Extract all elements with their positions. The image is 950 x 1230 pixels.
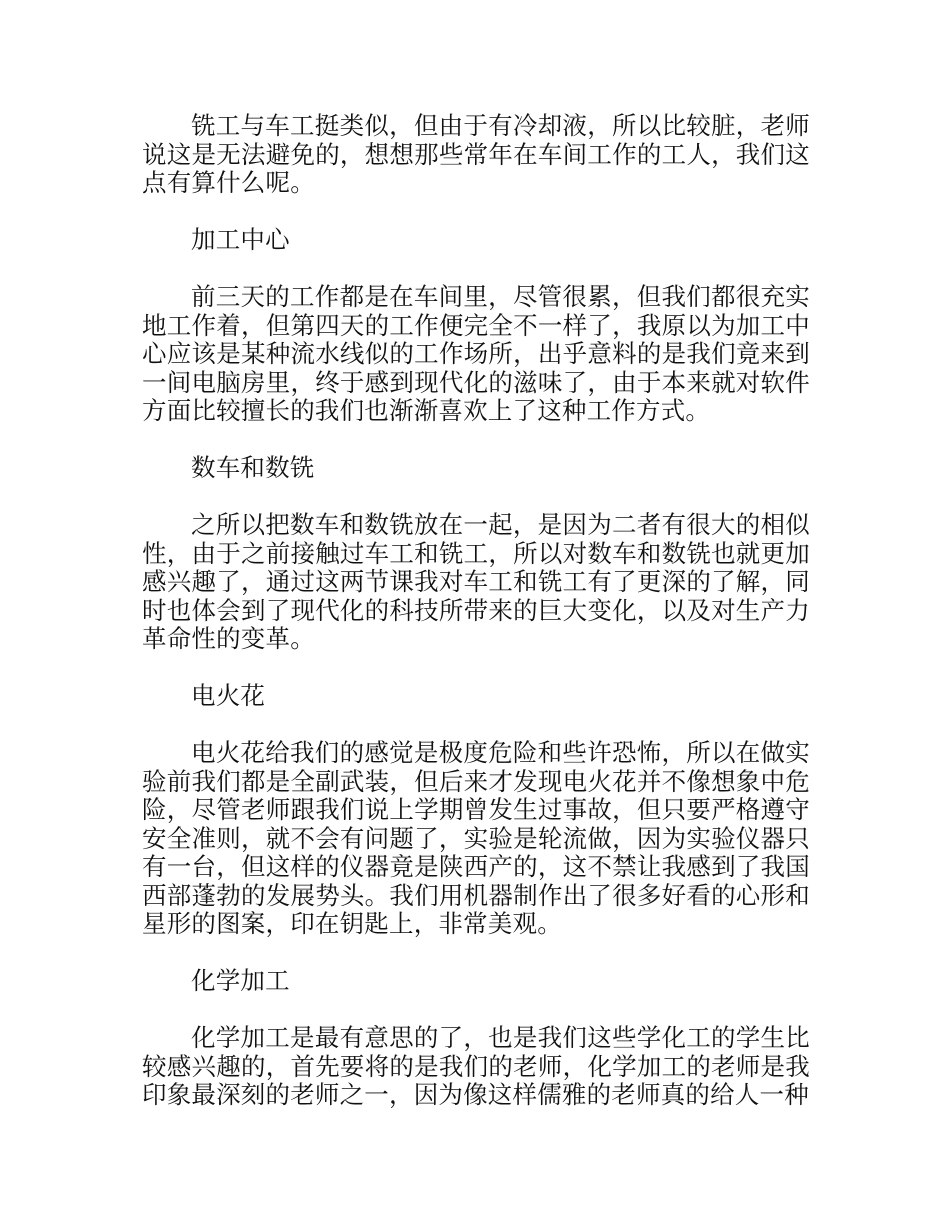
document-body: [142, 112, 810, 1138]
section-heading-cnc: 数车和数铣: [191, 453, 315, 482]
section-heading-machining-center: 加工中心: [191, 225, 290, 254]
paragraph-edm: 电火花给我们的感觉是极度危险和些许恐怖，所以在做实验前我们都是全副武装，但后来才发现电火花并不像想象中危险，尽管老师跟我们说上学期曾发生过事故，但只要严格遵守安全准则，就不会有问题了，实验是轮流做，因为实验仪器只有一台，但这样的仪器竟是陕西产的，这不禁让我感到了我国西部蓬勃的发展势头。我们用机器制作出了很多好看的心形和星形的图案，印在钥匙上，非常美观。: [142, 738, 810, 938]
paragraph-machining-center: 前三天的工作都是在车间里，尽管很累，但我们都很充实地工作着，但第四天的工作便完全不一样了，我原以为加工中心应该是某种流水线似的工作场所，出乎意料的是我们竟来到一间电脑房里，终于感到现代化的滋味了，由于本来就对软件方面比较擅长的我们也渐渐喜欢上了这种工作方式。: [142, 282, 810, 425]
paragraph-cnc: 之所以把数车和数铣放在一起，是因为二者有很大的相似性，由于之前接触过车工和铣工，所以对数车和数铣也就更加感兴趣了，通过这两节课我对车工和铣工有了更深的了解，同时也体会到了现代化的科技所带来的巨大变化，以及对生产力革命性的变革。: [142, 510, 810, 653]
section-heading-edm: 电火花: [191, 681, 266, 710]
paragraph-milling: 铣工与车工挺类似，但由于有冷却液，所以比较脏，老师说这是无法避免的，想想那些常年在车间工作的工人，我们这点有算什么呢。: [142, 111, 810, 197]
section-heading-chemical: 化学加工: [191, 966, 290, 995]
paragraph-chemical: 化学加工是最有意思的了，也是我们这些学化工的学生比较感兴趣的，首先要将的是我们的老师，化学加工的老师是我印象最深刻的老师之一，因为像这样儒雅的老师真的给人一种: [142, 1023, 810, 1109]
